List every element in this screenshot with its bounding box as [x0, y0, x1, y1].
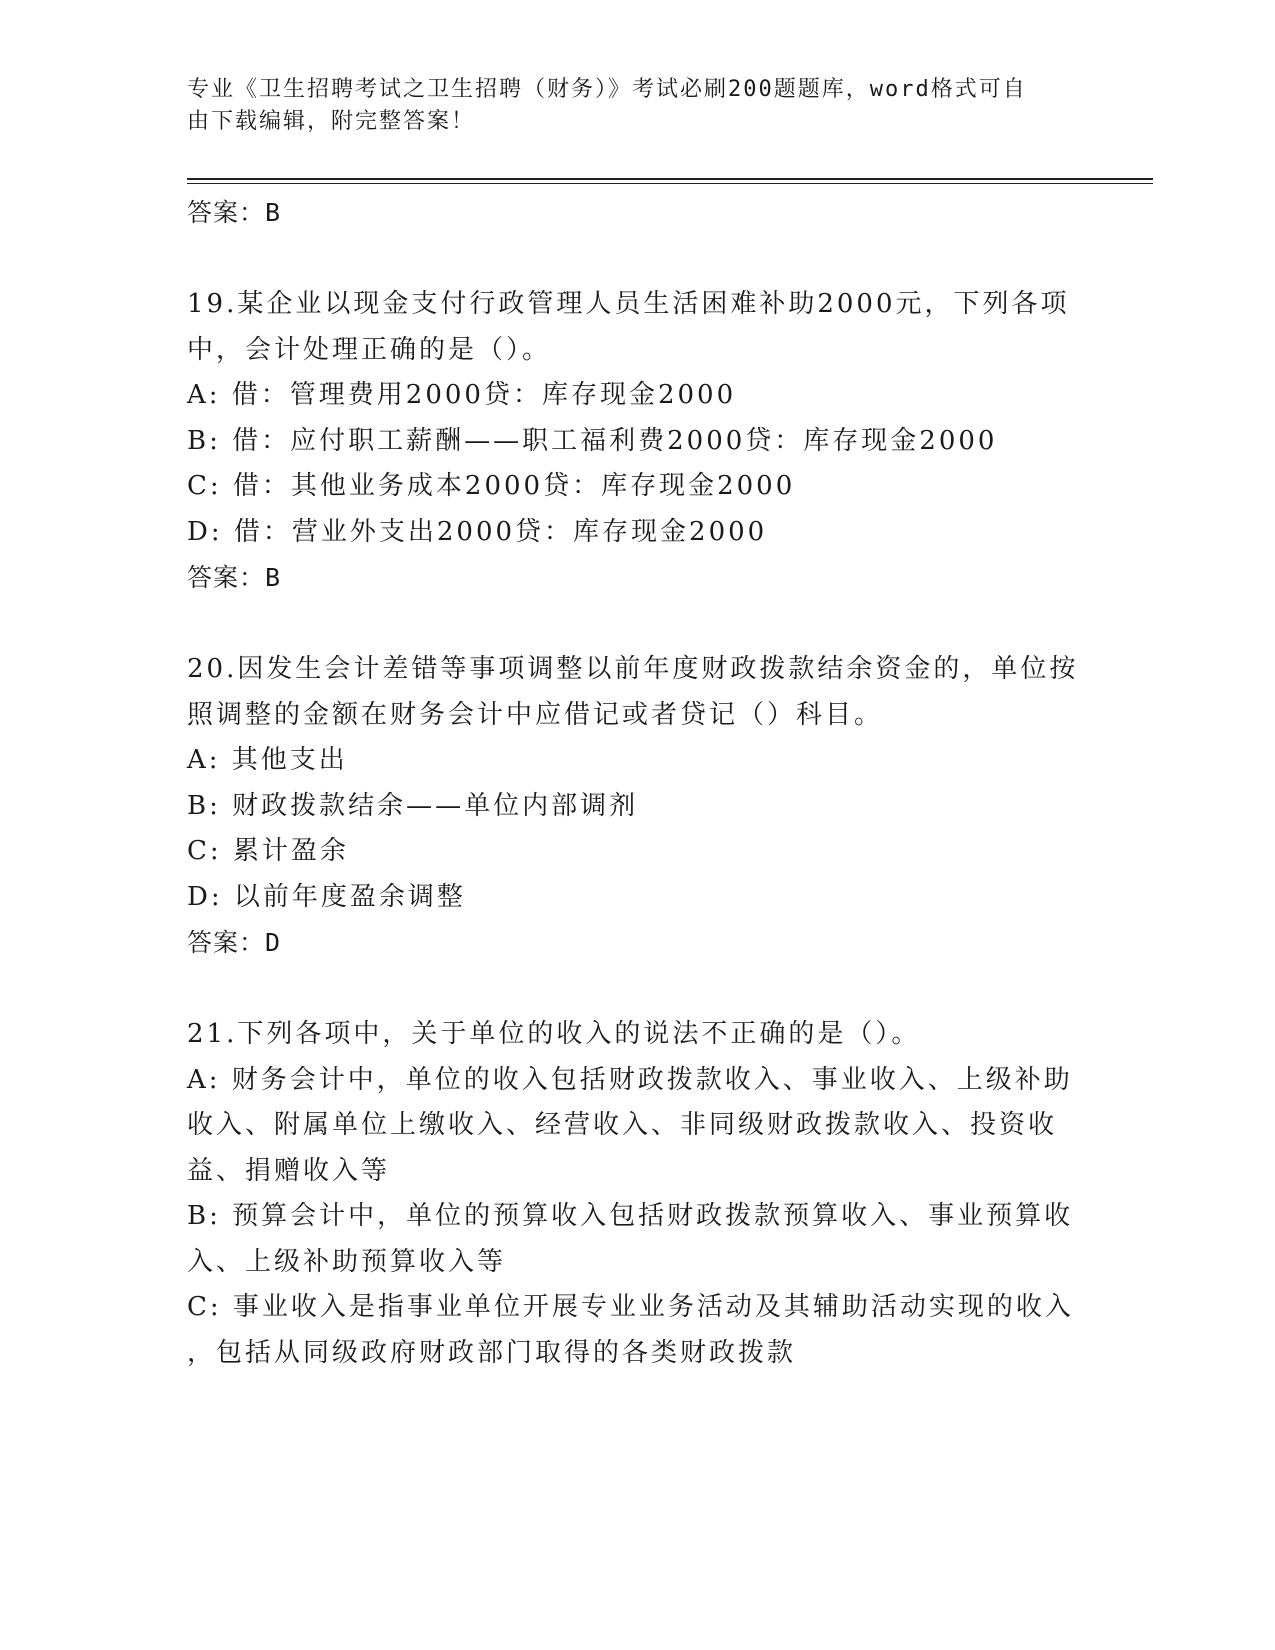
question-20-option-d: D: 以前年度盈余调整 — [187, 881, 466, 912]
question-19-stem-line-1: 19.某企业以现金支付行政管理人员生活困难补助2000元，下列各项 — [187, 289, 1070, 319]
question-20-stem-line-1: 20.因发生会计差错等事项调整以前年度财政拨款结余资金的，单位按 — [187, 654, 1079, 684]
question-21-option-a-line-3: 益、捐赠收入等 — [187, 1155, 391, 1186]
document-body — [187, 190, 1079, 1376]
header-divider-thin — [187, 183, 1153, 184]
question-21-option-c-line-2: ，包括从同级政府财政部门取得的各类财政拨款 — [187, 1337, 797, 1368]
question-21 — [187, 1012, 1074, 1376]
question-20-stem-line-2: 照调整的金额在财务会计中应借记或者贷记（）科目。 — [187, 699, 884, 730]
question-19-option-a: A: 借：管理费用2000贷：库存现金2000 — [187, 380, 737, 410]
question-20-answer: 答案：D — [187, 928, 282, 957]
spacer — [187, 601, 1067, 647]
question-21-option-a-line-2: 收入、附属单位上缴收入、经营收入、非同级财政拨款收入、投资收 — [187, 1110, 1058, 1140]
question-21-option-b-line-2: 入、上级补助预算收入等 — [187, 1246, 507, 1277]
question-19-option-c: C: 借：其他业务成本2000贷：库存现金2000 — [187, 471, 796, 501]
question-19-option-b: B: 借：应付职工薪酬——职工福利费2000贷：库存现金2000 — [187, 425, 998, 456]
question-21-option-c-line-1: C: 事业收入是指事业单位开展专业业务活动及其辅助活动实现的收入 — [187, 1292, 1074, 1322]
question-20 — [187, 647, 1079, 966]
spacer — [187, 966, 1067, 1012]
previous-answer: 答案：B — [187, 198, 282, 227]
spacer — [187, 236, 1067, 282]
question-20-option-a: A: 其他支出 — [187, 745, 348, 775]
page-header — [187, 74, 1067, 138]
question-21-stem: 21.下列各项中，关于单位的收入的说法不正确的是（）。 — [187, 1019, 921, 1049]
question-20-option-b: B: 财政拨款结余——单位内部调剂 — [187, 790, 639, 821]
question-19-stem-line-2: 中，会计处理正确的是（）。 — [187, 334, 552, 365]
question-19 — [187, 282, 1070, 601]
question-21-option-b-line-1: B: 预算会计中，单位的预算收入包括财政拨款预算收入、事业预算收 — [187, 1201, 1074, 1231]
header-line-1: 专业《卫生招聘考试之卫生招聘（财务）》考试必刷200题题库，word格式可自 — [187, 77, 1027, 102]
question-19-answer: 答案：B — [187, 563, 282, 592]
question-20-option-c: C: 累计盈余 — [187, 836, 349, 866]
header-divider-thick — [187, 178, 1153, 180]
header-line-2: 由下载编辑，附完整答案！ — [187, 109, 476, 134]
question-19-option-d: D: 借：营业外支出2000贷：库存现金2000 — [187, 516, 768, 547]
question-21-option-a-line-1: A: 财务会计中，单位的收入包括财政拨款收入、事业收入、上级补助 — [187, 1064, 1073, 1095]
